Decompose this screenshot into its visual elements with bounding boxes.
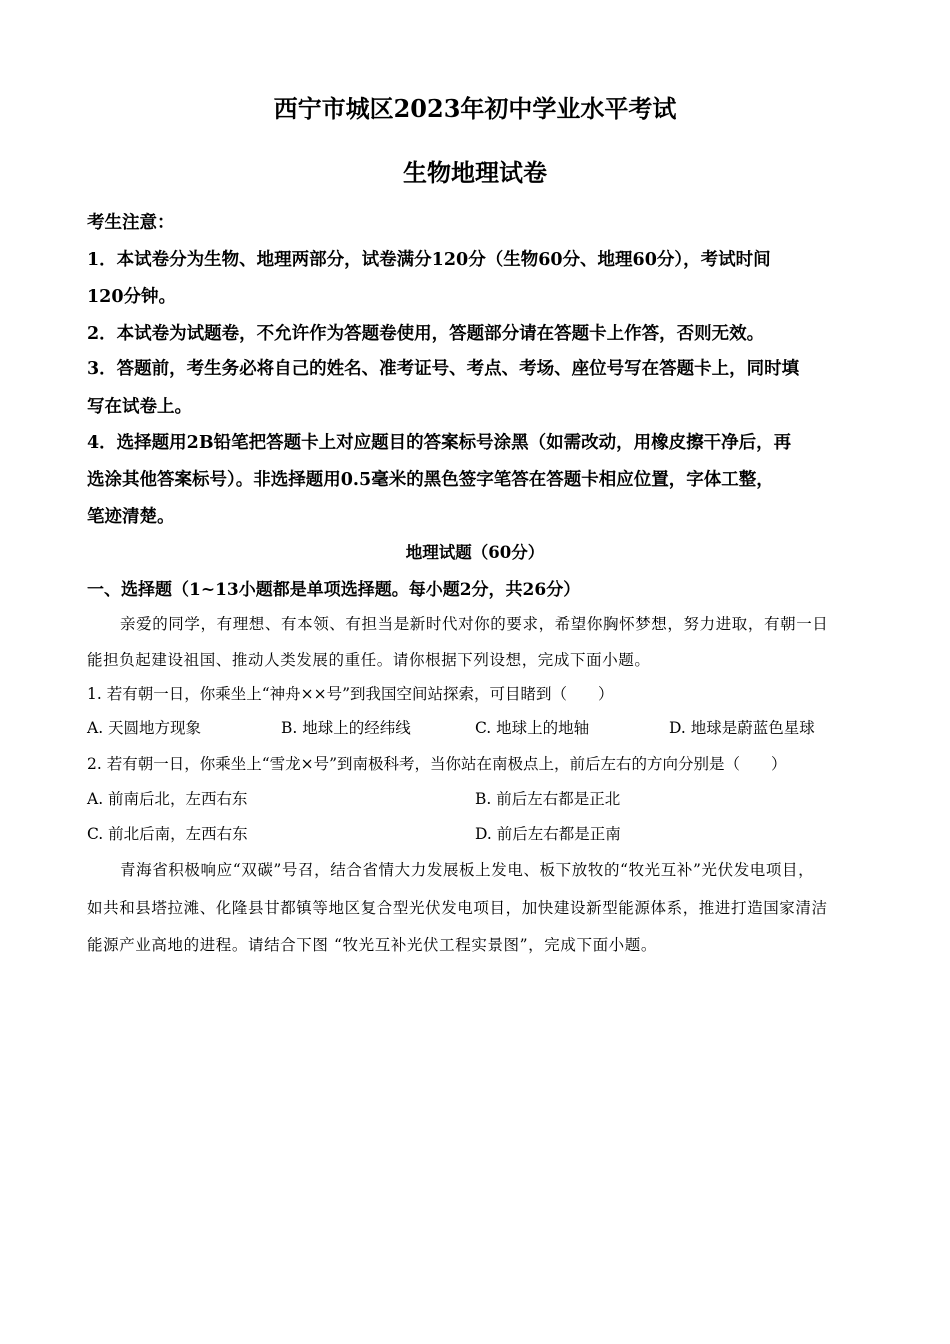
passage-2-line-3: 能源产业高地的进程。请结合下图 “牧光互补光伏工程实景图”，完成下面小题。	[87, 936, 657, 954]
question-2-option-b: B. 前后左右都是正北	[475, 790, 621, 808]
notice-item-1-line-2: 120分钟。	[87, 287, 177, 307]
question-1-option-a: A. 天圆地方现象	[87, 719, 202, 737]
question-2-stem: 2. 若有朝一日，你乘坐上“雪龙×号”到南极科考，当你站在南极点上，前后左右的方向分别是（ ）	[87, 755, 787, 773]
notice-item-1-line-1: 1．本试卷分为生物、地理两部分，试卷满分120分（生物60分、地理60分），考试时间	[87, 250, 771, 270]
passage-2-line-2: 如共和县塔拉滩、化隆县甘都镇等地区复合型光伏发电项目，加快建设新型能源体系，推进打造国家清洁	[87, 899, 828, 917]
notice-item-4-line-1: 4．选择题用2B铅笔把答题卡上对应题目的答案标号涂黑（如需改动，用橡皮擦干净后，再	[87, 433, 792, 453]
question-2-option-d: D. 前后左右都是正南	[475, 825, 621, 843]
question-1-option-d: D. 地球是蔚蓝色星球	[669, 719, 815, 737]
question-1-option-b: B. 地球上的经纬线	[281, 719, 411, 737]
notice-item-3-line-2: 写在试卷上。	[87, 397, 192, 417]
exam-subtitle: 生物地理试卷	[403, 158, 547, 187]
question-2-option-a: A. 前南后北，左西右东	[87, 790, 248, 808]
section-title: 地理试题（60分）	[405, 543, 545, 562]
question-2-option-c: C. 前北后南，左西右东	[87, 825, 248, 843]
notice-heading: 考生注意：	[87, 213, 175, 233]
notice-item-4-line-3: 笔迹清楚。	[87, 507, 175, 527]
notice-item-2: 2．本试卷为试题卷，不允许作为答题卷使用，答题部分请在答题卡上作答，否则无效。	[87, 324, 765, 344]
part-one-title: 一、选择题（1~13小题都是单项选择题。每小题2分，共26分）	[87, 580, 581, 600]
passage-1-line-1: 亲爱的同学，有理想、有本领、有担当是新时代对你的要求，希望你胸怀梦想，努力进取，有朝一日	[120, 615, 829, 633]
notice-item-3-line-1: 3．答题前，考生务必将自己的姓名、准考证号、考点、考场、座位号写在答题卡上，同时填	[87, 359, 800, 379]
passage-2-line-1: 青海省积极响应“双碳”号召，结合省情大力发展板上发电、板下放牧的“牧光互补”光伏发电项目，	[120, 861, 815, 879]
exam-title: 西宁市城区2023年初中学业水平考试	[273, 94, 677, 123]
question-1-stem: 1. 若有朝一日，你乘坐上“神舟××号”到我国空间站探索，可目睹到（ ）	[87, 685, 614, 703]
passage-1-line-2: 能担负起建设祖国、推动人类发展的重任。请你根据下列设想，完成下面小题。	[87, 651, 651, 669]
question-1-option-c: C. 地球上的地轴	[475, 719, 590, 737]
notice-item-4-line-2: 选涂其他答案标号）。非选择题用0.5毫米的黑色签字笔答在答题卡相应位置，字体工整，	[87, 470, 774, 490]
